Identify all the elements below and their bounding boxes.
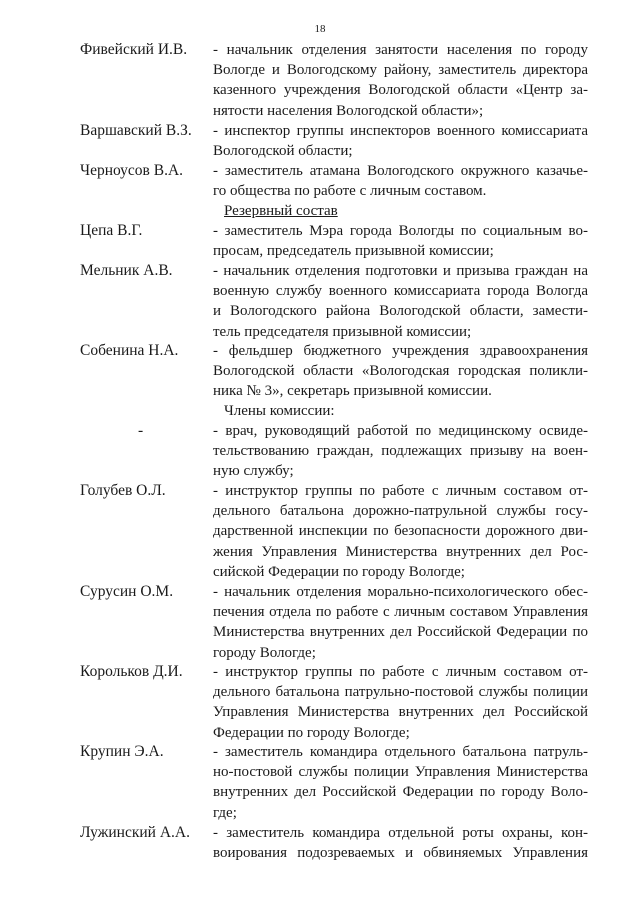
member-role: [213, 823, 588, 863]
role-line: сийской Федерации по городу Вологде;: [213, 563, 465, 580]
role-line: Управления Министерства внутренних дел Российской: [213, 704, 588, 721]
member-name: Мельник А.В.: [80, 262, 173, 279]
role-line: Министерства внутренних дел Российской Федерации по: [213, 624, 588, 641]
reserve-heading: Резервный состав: [224, 203, 338, 219]
role-line: воирования подозреваемых и обвиняемых Управления: [213, 845, 588, 862]
role-line: - инструктор группы по работе с личным составом от-: [213, 664, 588, 680]
role-line: но-постовой службы полиции Управления Министерства: [213, 764, 588, 781]
role-line: - заместитель командира отдельного батальона патруль-: [213, 744, 588, 760]
role-line: ника № 3», секретарь призывной комиссии.: [213, 383, 492, 400]
role-line: тельствованию граждан, подлежащих призыву на воен-: [213, 443, 588, 460]
member-role: [213, 40, 588, 121]
role-line: Вологодской области;: [213, 143, 353, 160]
role-line: Вологде и Вологодскому району, заместитель директора: [213, 62, 588, 79]
member-role: [213, 161, 588, 201]
role-line: где;: [213, 804, 237, 821]
role-line: тель председателя призывной комиссии;: [213, 323, 472, 340]
role-line: казенного учреждения Вологодской области «Центр за-: [213, 82, 588, 99]
member-role: [213, 582, 588, 663]
member-role: [213, 742, 588, 823]
role-line: дарственной инспекции по безопасности дорожного дви-: [213, 523, 588, 540]
member-name: Сурусин О.М.: [80, 583, 174, 600]
role-line: жения Управления Министерства внутренних дел Рос-: [213, 543, 588, 560]
role-line: - заместитель Мэра города Вологды по социальным во-: [213, 223, 588, 239]
members-heading: Члены комиссии:: [224, 403, 335, 419]
member-name: Собенина Н.А.: [80, 342, 179, 359]
role-line: - начальник отделения занятости населения по городу: [213, 42, 588, 58]
member-role: [213, 261, 588, 342]
member-role: [213, 421, 588, 482]
member-role: [213, 221, 588, 261]
member-name: Варшавский В.З.: [80, 122, 192, 139]
page-number: 18: [314, 23, 326, 35]
role-line: внутренних дел Российской Федерации по городу Воло-: [213, 784, 588, 801]
member-name: Цепа В.Г.: [80, 222, 143, 239]
member-name: Фивейский И.В.: [80, 41, 188, 58]
role-line: городу Вологде;: [213, 644, 316, 661]
role-line: - начальник отделения подготовки и призыва граждан на: [213, 263, 588, 279]
member-name: Корольков Д.И.: [80, 663, 183, 680]
role-line: дельного батальона патрульно-постовой службы полиции: [213, 684, 588, 701]
role-line: ную службу;: [213, 463, 294, 480]
member-name: Крупин Э.А.: [80, 743, 164, 760]
role-line: - начальник отделения морально-психологического обес-: [213, 584, 588, 600]
member-role: [213, 341, 588, 402]
member-name: -: [138, 422, 144, 439]
role-line: - заместитель атамана Вологодского окружного казачье-: [213, 163, 588, 179]
role-line: Федерации по городу Вологде;: [213, 724, 410, 741]
member-name: Голубев О.Л.: [80, 482, 166, 499]
role-line: - заместитель командира отдельной роты охраны, кон-: [213, 825, 588, 841]
role-line: печения отдела по работе с личным составом Управления: [213, 604, 588, 621]
member-name: Лужинский А.А.: [80, 824, 190, 841]
member-role: [213, 121, 588, 161]
role-line: - врач, руководящий работой по медицинскому освиде-: [213, 423, 588, 439]
member-role: [213, 662, 588, 743]
role-line: и Вологодского района Вологодской области, замести-: [213, 303, 588, 320]
role-line: просам, председатель призывной комиссии;: [213, 243, 494, 260]
role-line: Вологодской области «Вологодская городская поликли-: [213, 363, 588, 380]
role-line: - инспектор группы инспекторов военного комиссариата: [213, 123, 588, 139]
role-line: нятости населения Вологодской области»;: [213, 102, 484, 119]
member-role: [213, 481, 588, 582]
role-line: - инструктор группы по работе с личным составом от-: [213, 483, 588, 499]
role-line: - фельдшер бюджетного учреждения здравоохранения: [213, 343, 588, 359]
role-line: военную службу военного комиссариата города Вологда: [213, 283, 588, 300]
role-line: го общества по работе с личным составом.: [213, 183, 487, 200]
role-line: дельного батальона дорожно-патрульной службы госу-: [213, 503, 588, 520]
member-name: Черноусов В.А.: [80, 162, 184, 179]
